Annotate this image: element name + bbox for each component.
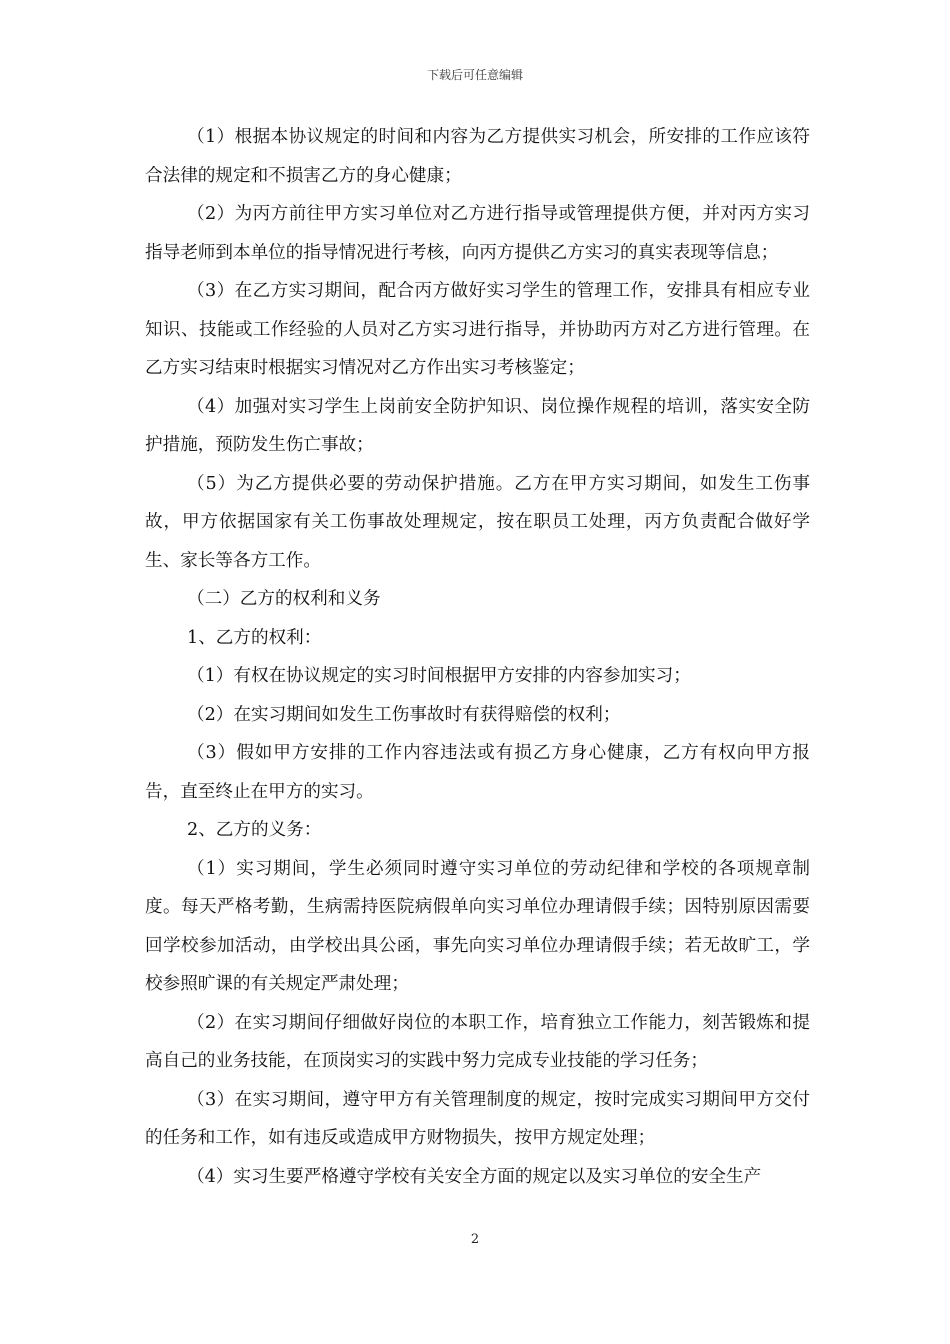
paragraph: （3）在实习期间，遵守甲方有关管理制度的规定，按时完成实习期间甲方交付的任务和工作，如有违反或造成甲方财物损失，按甲方规定处理； [145, 1089, 810, 1148]
section-heading: （二）乙方的权利和义务 [187, 589, 381, 609]
paragraph: （3）假如甲方安排的工作内容违法或有损乙方身心健康，乙方有权向甲方报告，直至终止在甲方的实习。 [145, 743, 810, 802]
paragraph: （3）在乙方实习期间，配合丙方做好实习学生的管理工作，安排具有相应专业知识、技能或工作经验的人员对乙方实习进行指导，并协助丙方对乙方进行管理。在乙方实习结束时根据实习情况对乙方作出实习考核鉴定； [145, 281, 810, 378]
subsection-heading: 2、乙方的义务： [187, 820, 322, 840]
paragraph: （2）在实习期间仔细做好岗位的本职工作，培育独立工作能力，刻苦锻炼和提高自己的业务技能，在顶岗实习的实践中努力完成专业技能的学习任务； [145, 1012, 810, 1071]
paragraph: （4）加强对实习学生上岗前安全防护知识、岗位操作规程的培训，落实安全防护措施，预防发生伤亡事故； [145, 396, 810, 455]
page-header: 下载后可任意编辑 [426, 68, 523, 82]
document-body [145, 118, 810, 1196]
paragraph: （5）为乙方提供必要的劳动保护措施。乙方在甲方实习期间，如发生工伤事故，甲方依据国家有关工伤事故处理规定，按在职员工处理，丙方负责配合做好学生、家长等各方工作。 [145, 473, 810, 571]
paragraph: （2）在实习期间如发生工伤事故时有获得赔偿的权利； [187, 704, 621, 725]
subsection-heading: 1、乙方的权利： [187, 627, 322, 648]
paragraph: （2）为丙方前往甲方实习单位对乙方进行指导或管理提供方便，并对丙方实习指导老师到本单位的指导情况进行考核，向丙方提供乙方实习的真实表现等信息； [145, 204, 810, 263]
paragraph: （1）根据本协议规定的时间和内容为乙方提供实习机会，所安排的工作应该符合法律的规定和不损害乙方的身心健康； [145, 127, 810, 186]
paragraph: （4）实习生要严格遵守学校有关安全方面的规定以及实习单位的安全生产 [187, 1166, 762, 1187]
paragraph: （1）实习期间，学生必须同时遵守实习单位的劳动纪律和学校的各项规章制度。每天严格考勤，生病需持医院病假单向实习单位办理请假手续；因特别原因需要回学校参加活动，由学校出具公函，事先向实习单位办理请假手续；若无故旷工，学校参照旷课的有关规定严肃处理； [145, 858, 810, 994]
page-number: 2 [470, 1232, 480, 1247]
paragraph: （1）有权在协议规定的实习时间根据甲方安排的内容参加实习； [187, 666, 691, 686]
